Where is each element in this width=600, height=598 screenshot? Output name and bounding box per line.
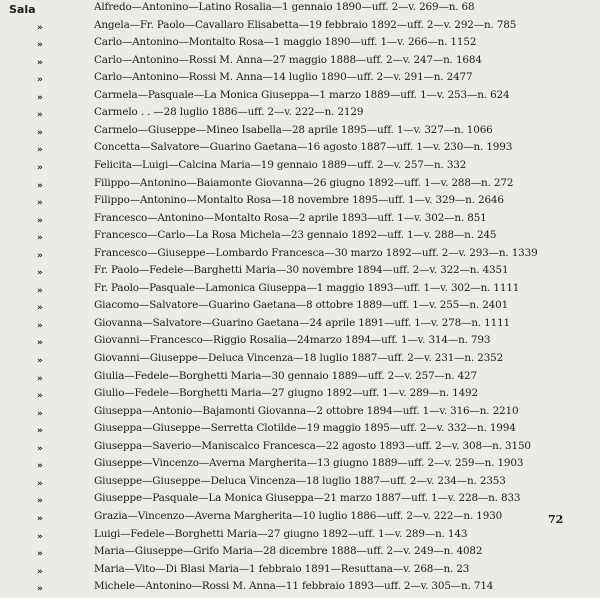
entry-text: Giuseppa—Antonio—Bajamonti Giovanna—2 ottobre 1894—uff. 1—v. 316—n. 2210 bbox=[94, 404, 519, 417]
ditto-mark: » bbox=[37, 57, 43, 68]
entry-text: Felicita—Luigi—Calcina Maria—19 gennaio 1889—uff. 2—v. 257—n. 332 bbox=[94, 158, 467, 171]
entry-text: Michele—Antonino—Rossi M. Anna—11 febbraio 1893—uff. 2—v. 305—n. 714 bbox=[94, 580, 494, 593]
entry-text: Giulio—Fedele—Borghetti Maria—27 giugno 1892—uff. 1—v. 289—n. 1492 bbox=[94, 387, 478, 400]
register-entry bbox=[0, 316, 600, 335]
ditto-mark: » bbox=[37, 496, 43, 507]
entry-text: Grazia—Vincenzo—Averna Margherita—10 luglio 1886—uff. 2—v. 222—n. 1930 bbox=[94, 509, 503, 522]
register-entry bbox=[0, 369, 600, 388]
ditto-mark: » bbox=[37, 320, 43, 331]
entry-text: Fr. Paolo—Pasquale—Lamonica Giuseppa—1 maggio 1893—uff. 1—v. 302—n. 1111 bbox=[94, 281, 520, 294]
ditto-mark: » bbox=[37, 198, 43, 209]
entry-text: Giuseppe—Vincenzo—Averna Margherita—13 giugno 1889—uff. 2—v. 259—n. 1903 bbox=[94, 457, 524, 470]
register-entry bbox=[0, 246, 600, 265]
register-entry bbox=[0, 404, 600, 423]
register-entry bbox=[0, 474, 600, 493]
entry-text: Filippo—Antonino—Montalto Rosa—18 novembre 1895—uff. 1—v. 329—n. 2646 bbox=[94, 194, 504, 207]
register-entry bbox=[0, 456, 600, 475]
entry-text: Giovanni—Giuseppe—Deluca Vincenza—18 luglio 1887—uff. 2—v. 231—n. 2352 bbox=[94, 352, 504, 364]
ditto-mark: » bbox=[37, 478, 43, 489]
entry-text: Giulia—Fedele—Borghetti Maria—30 gennaio 1889—uff. 2—v. 257—n. 427 bbox=[94, 369, 477, 382]
register-entry bbox=[0, 421, 600, 440]
register-entry bbox=[0, 70, 600, 89]
register-entry bbox=[0, 158, 600, 177]
ditto-mark: » bbox=[37, 285, 43, 296]
ditto-mark: » bbox=[37, 513, 43, 524]
register-entry bbox=[0, 105, 600, 124]
register-entry bbox=[0, 544, 600, 563]
register-entry bbox=[0, 88, 600, 107]
register-entry bbox=[0, 176, 600, 195]
register-entry bbox=[0, 509, 600, 528]
register-entry bbox=[0, 351, 600, 370]
ditto-mark: » bbox=[37, 461, 43, 472]
ditto-mark: » bbox=[37, 40, 43, 51]
entry-text: Maria—Giuseppe—Grifo Maria—28 dicembre 1888—uff. 2—v. 249—n. 4082 bbox=[94, 545, 483, 558]
ditto-mark: » bbox=[37, 584, 43, 595]
ditto-mark: » bbox=[37, 443, 43, 454]
entry-text: Carmela—Pasquale—La Monica Giuseppa—1 marzo 1889—uff. 1—v. 253—n. 624 bbox=[94, 88, 510, 101]
register-entry bbox=[0, 53, 600, 72]
ditto-mark: » bbox=[37, 566, 43, 577]
ditto-mark: » bbox=[37, 391, 43, 402]
register-entry bbox=[0, 228, 600, 247]
ditto-mark: » bbox=[37, 110, 43, 121]
page-number: 72 bbox=[548, 513, 564, 526]
entry-text: Carlo—Antonino—Montalto Rosa—1 maggio 1890—uff. 1—v. 266—n. 1152 bbox=[94, 36, 477, 49]
register-entry bbox=[0, 211, 600, 230]
ditto-mark: » bbox=[37, 22, 43, 33]
ditto-mark: » bbox=[37, 303, 43, 314]
entry-text: Giovanni—Francesco—Riggio Rosalia—24marzo 1894—uff. 1—v. 314—n. 793 bbox=[94, 334, 491, 347]
ditto-mark: » bbox=[37, 250, 43, 261]
entry-text: Carmelo . . —28 luglio 1886—uff. 2—v. 222—n. 2129 bbox=[94, 106, 364, 119]
ditto-mark: » bbox=[37, 373, 43, 384]
register-entry bbox=[0, 386, 600, 405]
ditto-mark: » bbox=[37, 426, 43, 437]
register-entry bbox=[0, 123, 600, 142]
ditto-mark: » bbox=[37, 531, 43, 542]
ditto-mark: » bbox=[37, 338, 43, 349]
register-entry bbox=[0, 527, 600, 546]
entry-text: Francesco—Carlo—La Rosa Michela—23 gennaio 1892—uff. 1—v. 288—n. 245 bbox=[94, 229, 497, 242]
register-entry bbox=[0, 193, 600, 212]
ditto-mark: » bbox=[37, 92, 43, 103]
entry-text: Carlo—Antonino—Rossi M. Anna—27 maggio 1888—uff. 2—v. 247—n. 1684 bbox=[94, 53, 482, 66]
entry-text: Giacomo—Salvatore—Guarino Gaetana—8 ottobre 1889—uff. 1—v. 255—n. 2401 bbox=[94, 299, 509, 312]
entry-text: Giovanna—Salvatore—Guarino Gaetana—24 aprile 1891—uff. 1—v. 278—n. 1111 bbox=[94, 316, 511, 329]
register-entry bbox=[0, 298, 600, 317]
ditto-mark: » bbox=[37, 145, 43, 156]
entry-text: Carlo—Antonino—Rossi M. Anna—14 luglio 1890—uff. 2—v. 291—n. 2477 bbox=[94, 71, 473, 84]
register-entry bbox=[0, 18, 600, 37]
entry-text: Giuseppe—Pasquale—La Monica Giuseppa—21 marzo 1887—uff. 1—v. 228—n. 833 bbox=[94, 492, 521, 505]
entry-text: Concetta—Salvatore—Guarino Gaetana—16 agosto 1887—uff. 1—v. 230—n. 1993 bbox=[94, 141, 513, 154]
entry-text: Fr. Paolo—Fedele—Barghetti Maria—30 novembre 1894—uff. 2—v. 322—n. 4351 bbox=[94, 264, 509, 277]
entry-text: Giuseppe—Giuseppe—Deluca Vincenza—18 luglio 1887—uff. 2—v. 234—n. 2353 bbox=[94, 474, 506, 487]
register-entry bbox=[0, 263, 600, 282]
entry-text: Angela—Fr. Paolo—Cavallaro Elisabetta—19 febbraio 1892—uff. 2—v. 292—n. 785 bbox=[94, 18, 517, 31]
ditto-mark: » bbox=[37, 127, 43, 138]
ditto-mark: » bbox=[37, 162, 43, 173]
entry-text: Luigi—Fedele—Borghetti Maria—27 giugno 1892—uff. 1—v. 289—n. 143 bbox=[94, 527, 468, 540]
register-entry bbox=[0, 562, 600, 581]
entry-text: Filippo—Antonino—Baiamonte Giovanna—26 giugno 1892—uff. 1—v. 288—n. 272 bbox=[94, 176, 514, 189]
entry-text: Carmelo—Giuseppe—Mineo Isabella—28 aprile 1895—uff. 1—v. 327—n. 1066 bbox=[94, 123, 493, 136]
ditto-mark: » bbox=[37, 356, 43, 366]
register-entry bbox=[0, 333, 600, 352]
entry-text: Giuseppa—Saverio—Maniscalco Francesca—22 agosto 1893—uff. 2—v. 308—n. 3150 bbox=[94, 439, 531, 452]
entry-text: Giuseppa—Giuseppe—Serretta Clotilde—19 maggio 1895—uff. 2—v. 332—n. 1994 bbox=[94, 422, 516, 435]
entry-text: Maria—Vito—Di Blasi Maria—1 febbraio 1891—Resuttana—v. 268—n. 23 bbox=[94, 562, 470, 575]
entry-text: Francesco—Antonino—Montalto Rosa—2 aprile 1893—uff. 1—v. 302—n. 851 bbox=[94, 211, 487, 224]
entry-text: Alfredo—Antonino—Latino Rosalia—1 gennaio 1890—uff. 2—v. 269—n. 68 bbox=[94, 1, 475, 13]
ditto-mark: » bbox=[37, 180, 43, 191]
entry-text: Francesco—Giuseppe—Lombardo Francesca—30 marzo 1892—uff. 2—v. 293—n. 1339 bbox=[94, 246, 538, 259]
register-entry bbox=[0, 0, 600, 19]
ditto-mark: » bbox=[37, 408, 43, 419]
register-entry bbox=[0, 491, 600, 510]
register-entry bbox=[0, 579, 600, 598]
register-entry bbox=[0, 35, 600, 54]
ditto-mark: » bbox=[37, 215, 43, 226]
register-entry bbox=[0, 281, 600, 300]
ditto-mark: » bbox=[37, 75, 43, 86]
ditto-mark: » bbox=[37, 233, 43, 244]
surname-heading: Sala bbox=[9, 3, 36, 16]
ditto-mark: » bbox=[37, 268, 43, 279]
register-entry bbox=[0, 140, 600, 159]
register-entry bbox=[0, 439, 600, 458]
ditto-mark: » bbox=[37, 549, 43, 560]
